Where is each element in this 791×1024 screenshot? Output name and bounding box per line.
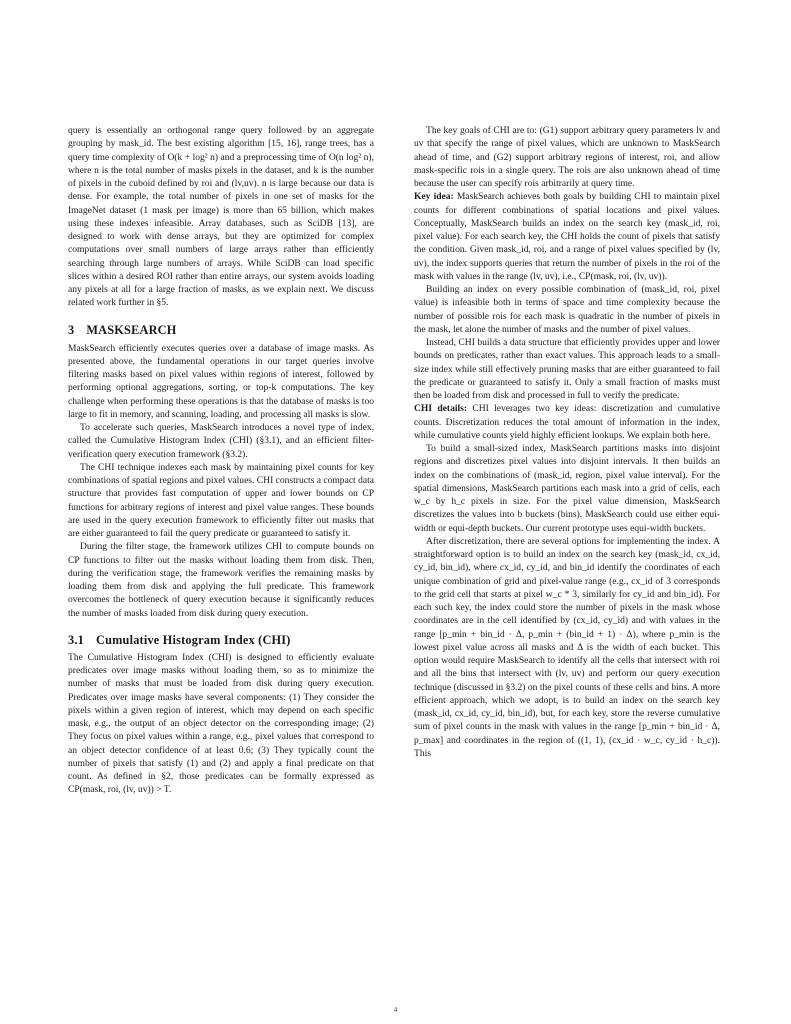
chi-details-lead: CHI details: — [414, 403, 468, 415]
section-heading-maskearch — [68, 322, 374, 338]
section-title: MASKSEARCH — [86, 322, 177, 337]
paragraph-bounds: Instead, CHI builds a data structure that efficiently provides upper and lower bounds on predicates, rather than exact values. This approach leads to a small-size index while still effectively pruning masks that are either guaranteed to fail the predicate or guaranteed to satisfy it. Only a small fraction of masks must then be loaded from disk and processed in full to verify the predicate. — [414, 337, 720, 401]
paragraph-accelerate: To accelerate such queries, MaskSearch introduces a novel type of index, called the Cumulative Histogram Index (CHI) (§3.1), and an efficient filter-verification query execution framework (§3.2). — [68, 422, 374, 460]
section-number: 3 — [68, 322, 75, 337]
paragraph-filter-stage: During the filter stage, the framework utilizes CHI to compute bounds on CP functions to filter out the masks without loading them from disk. Then, during the verification stage, the framework verifies the remaining masks by loading them from disk and applying the full predicate. This framework overcomes the bottleneck of query execution because it significantly reduces the number of masks loaded from disk during query execution. — [68, 541, 374, 619]
paragraph-chi-technique: The CHI technique indexes each mask by maintaining pixel counts for key combinations of spatial regions and pixel values. CHI constructs a compact data structure that provides fast computation of upper and lower bounds on CP functions for arbitrary regions of interest and pixel value ranges. These bounds are used in the query execution framework to efficiently filter out masks that are either guaranteed to fail the query predicate or guaranteed to satisfy it. — [68, 461, 374, 539]
paragraph-maskearch-intro: MaskSearch efficiently executes queries over a database of image masks. As presented above, the fundamental operations in our target queries involve filtering masks based on pixel values within regions of interest, followed by performing optional aggregations, sorting, or top-k computations. The key challenge when performing these operations is that the database of masks is too large to fit in memory, and scanning, loading, and processing all masks is slow. — [68, 342, 374, 420]
paragraph-discretization: To build a small-sized index, MaskSearch partitions masks into disjoint regions and discretizes pixel values into disjoint intervals. It then builds an index on the combinations of (mask_id, region, pixel value interval). For the spatial dimensions, MaskSearch partitions each mask into a grid of cells, each w_c by h_c pixels in size. For the pixel value dimension, MaskSearch discretizes the values into b buckets (bins). MaskSearch could use either equi-width or equi-depth buckets. Our current prototype uses equi-width buckets. — [414, 443, 720, 534]
subsection-heading-chi — [68, 632, 374, 648]
paragraph-key-goals: The key goals of CHI are to: (G1) support arbitrary query parameters lv and uv that specify the range of pixel values, which are unknown to MaskSearch ahead of time, and (G2) support arbitrary regions of interest, roi, and allow mask-specific rois in a single query. The rois are also unknown ahead of time because the user can specify rois arbitrarily at query time. — [414, 125, 720, 189]
key-idea-lead: Key idea: — [414, 191, 454, 203]
paragraph-chi-details — [414, 402, 720, 442]
left-column — [68, 124, 374, 797]
paragraph-index-options: After discretization, there are several options for implementing the index. A straightforward option is to build an index on the search key (mask_id, cx_id, cy_id, bin_id), where cx_id, cy_id, and bin_id identify the coordinates of each unique combination of grid and pixel-value range (e.g., cx_id of 3 corresponds to the grid cell that starts at pixel w_c * 3, similarly for cy_id and bin_id). For each such key, the index could store the number of pixels in the mask whose coordinates are in the cell identified by (cx_id, cy_id) and with values in the range [p_min + bin_id · Δ, p_min + (bin_id + 1) · Δ), where p_min is the lowest pixel value across all masks and Δ is the width of each bucket. This option would require MaskSearch to identify all the cells that intersect with roi and all the bins that intersect with (lv, uv) and perform our query execution technique (discussed in §3.2) on the pixel counts of these cells and bins. A more efficient approach, which we adopt, is to build an index on the search key (mask_id, cx_id, cy_id, bin_id), but, for each key, store the reverse cumulative sum of pixel counts in the mask with values in the range [p_min + bin_id · Δ, p_max] and coordinates in the region of ((1, 1), (cx_id · w_c, cy_id · h_c)). This — [414, 535, 720, 759]
paragraph-chi-definition: The Cumulative Histogram Index (CHI) is designed to efficiently evaluate predicates over image masks without loading them, so as to minimize the number of masks that must be loaded from disk during query execution. Predicates over image masks have several components: (1) They consider the pixels within a given region of interest, which may depend on each specific mask, e.g., the output of an object detector on the corresponding image; (2) They focus on pixel values within a range, e.g., pixel values that correspond to an object detector confidence of at least 0.6; (3) They typically count the number of pixels that satisfy (1) and (2) and apply a final predicate on that count. As defined in §2, those predicates can be formally expressed as CP(mask, roi, (lv, uv)) > T. — [68, 651, 374, 796]
chi-details-body: CHI leverages two key ideas: discretization and cumulative counts. Discretization reduces the total amount of information in the index, while cumulative counts yield highly efficient lookups. We explain both here. — [414, 403, 720, 441]
subsection-number: 3.1 — [68, 632, 84, 647]
paragraph-key-idea — [414, 190, 720, 283]
paragraph-range-query: query is essentially an orthogonal range query followed by an aggregate grouping by mask_id. The best existing algorithm [15, 16], range trees, has a query time complexity of O(k + log² n) and a preprocessing time of O(n log² n), where n is the total number of masks pixels in the dataset, and k is the number of pixels in the cuboid defined by roi and (lv,uv). n is large because our data is dense. For example, the total number of pixels in one set of masks for the ImageNet dataset (1 mask per image) is more than 65 billion, which makes using these indexes infeasible. Array databases, such as SciDB [13], are designed to work with dense arrays, but they are optimized for complex computations over small numbers of large arrays rather than efficiently searching through large numbers of arrays. While SciDB can load specific slices within a desired ROI rather than entire arrays, our system avoids loading any pixels at all for a large fraction of masks, as we explain next. We discuss related work further in §5. — [68, 125, 374, 309]
right-column — [414, 124, 720, 760]
paragraph-infeasible: Building an index on every possible combination of (mask_id, roi, pixel value) is infeasible both in terms of space and time complexity because the number of possible rois for each mask is quadratic in the number of pixels in the mask, let alone the number of masks and the number of pixel values. — [414, 284, 720, 335]
subsection-title: Cumulative Histogram Index (CHI) — [95, 632, 291, 647]
page-number: 4 — [393, 1006, 398, 1014]
key-idea-body: MaskSearch achieves both goals by building CHI to maintain pixel counts for different combinations of spatial locations and pixel values. Conceptually, MaskSearch builds an index on the search key (mask_id, roi, pixel value). For each search key, the CHI holds the count of pixels that satisfy the condition. Given mask_id, roi, and a range of pixel values specified by (lv, uv), the index supports queries that return the number of pixels in the roi of the mask with values in the range (lv, uv), i.e., CP(mask, roi, (lv, uv)). — [414, 191, 720, 282]
